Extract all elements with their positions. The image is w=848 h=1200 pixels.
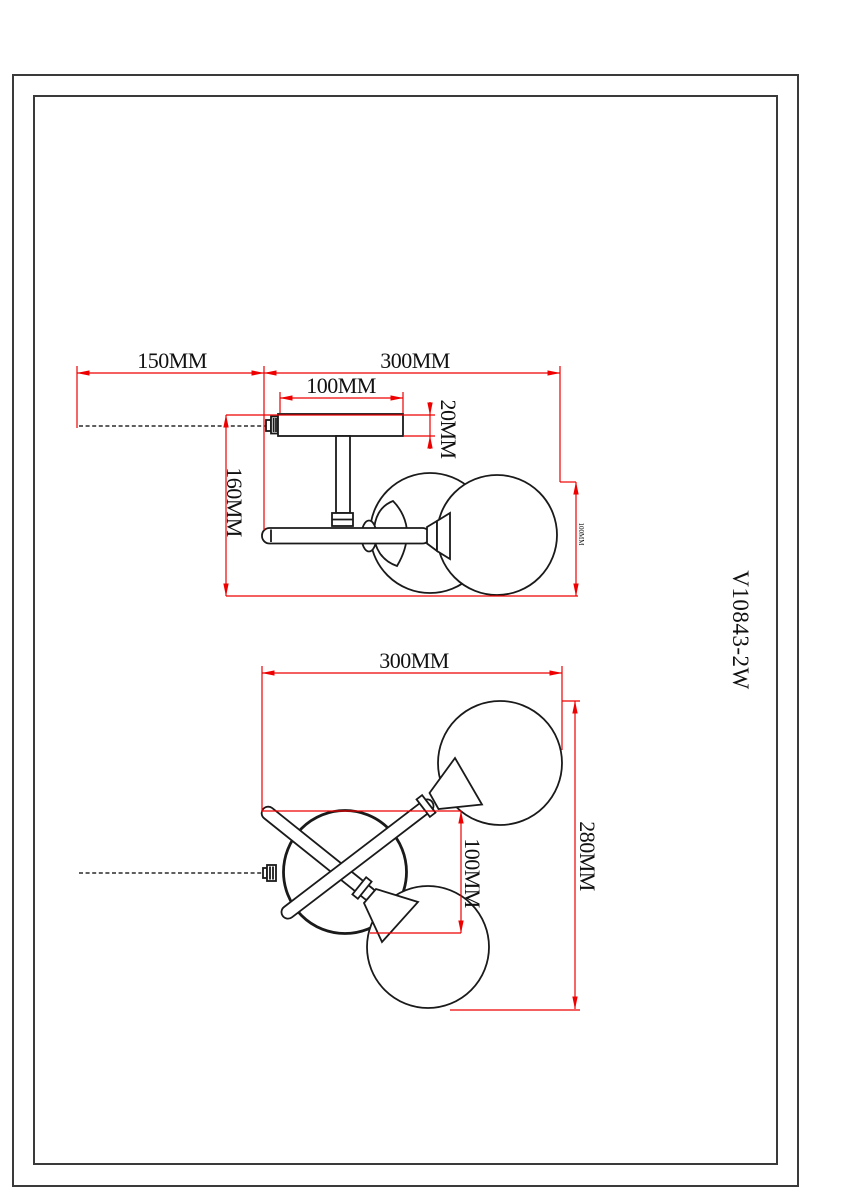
side-view-fixture: [79, 414, 557, 595]
side-dim-100-label: 100MM: [306, 373, 376, 398]
side-dim-150-label: 150MM: [137, 348, 207, 373]
outer-border: [13, 75, 798, 1186]
side-arm-tube: [262, 528, 430, 544]
model-number-label: V10843-2W: [728, 570, 753, 690]
side-dim-globe-label: 100MM: [577, 522, 585, 546]
plan-dim-280-label: 280MM: [575, 821, 600, 891]
plan-chain-connector: [263, 865, 276, 881]
sheet-border: [13, 75, 798, 1186]
side-canopy-plate: [278, 414, 403, 436]
side-stem-collar: [332, 513, 353, 526]
side-stem: [336, 436, 350, 513]
plan-dim-300-label: 300MM: [379, 648, 449, 673]
side-dim-160-label: 160MM: [222, 467, 247, 537]
plan-dim-100-label: 100MM: [460, 838, 485, 908]
side-dim-20-label: 20MM: [436, 399, 461, 459]
side-dim-300-label: 300MM: [380, 348, 450, 373]
side-chain-connector: [266, 417, 278, 434]
plan-view-fixture: [79, 701, 562, 1008]
side-globe-front: [437, 475, 557, 595]
side-socket-cone: [437, 513, 450, 559]
